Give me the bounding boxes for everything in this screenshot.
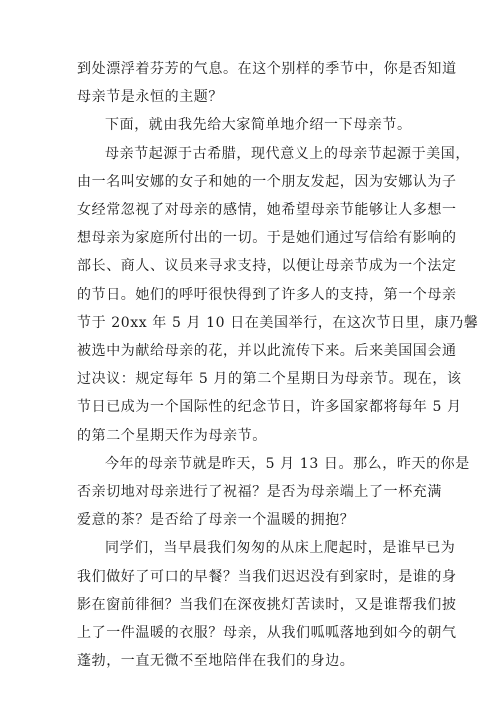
text-line-22: 蓬勃，一直无微不至地陪伴在我们的身边。 [77, 653, 355, 670]
text-line-14: 的第二个星期天作为母亲节。 [77, 427, 267, 444]
text-line-5: 由一名叫安娜的女子和她的一个朋友发起，因为安娜认为子 [77, 173, 457, 190]
text-line-8: 部长、商人、议员来寻求支持，以便让母亲节成为一个法定 [77, 258, 457, 275]
text-line-1: 到处漂浮着芬芳的气息。在这个别样的季节中，你是否知道 [77, 61, 457, 77]
text-line-13: 节日已成为一个国际性的纪念节日，许多国家都将每年 5 月 [77, 399, 462, 416]
text-line-7: 想母亲为家庭所付出的一切。于是她们通过写信给有影响的 [77, 230, 457, 247]
text-line-12: 过决议：规定每年 5 月的第二个星期日为母亲节。现在，该 [77, 371, 462, 388]
text-line-3: 下面，就由我先给大家简单地介绍一下母亲节。 [105, 117, 412, 134]
text-line-6: 女经常忽视了对母亲的感情，她希望母亲节能够让人多想一 [77, 202, 457, 218]
text-line-18: 同学们，当早晨我们匆匆的从床上爬起时，是谁早已为 [105, 540, 456, 557]
text-line-15: 今年的母亲节就是昨天，5 月 13 日。那么，昨天的你是 [105, 455, 470, 472]
text-line-10: 节于 20xx 年 5 月 10 日在美国举行，在这次节日里，康乃馨 [77, 314, 479, 331]
text-line-20: 影在窗前徘徊？当我们在深夜挑灯苦读时，又是谁帮我们披 [77, 596, 457, 613]
text-line-16: 否亲切地对母亲进行了祝福？是否为母亲端上了一杯充满 [77, 484, 442, 500]
text-line-11: 被选中为献给母亲的花，并以此流传下来。后来美国国会通 [77, 343, 457, 359]
text-line-9: 的节日。她们的呼吁很快得到了许多人的支持，第一个母亲 [77, 286, 457, 303]
text-line-17: 爱意的茶？是否给了母亲一个温暖的拥抱？ [77, 512, 355, 529]
text-line-21: 上了一件温暖的衣服？母亲，从我们呱呱落地到如今的朝气 [77, 625, 457, 641]
text-line-19: 我们做好了可口的早餐？当我们迟迟没有到家时，是谁的身 [77, 568, 457, 585]
text-line-4: 母亲节起源于古希腊，现代意义上的母亲节起源于美国， [105, 145, 470, 162]
text-line-2: 母亲节是永恒的主题？ [77, 89, 223, 106]
